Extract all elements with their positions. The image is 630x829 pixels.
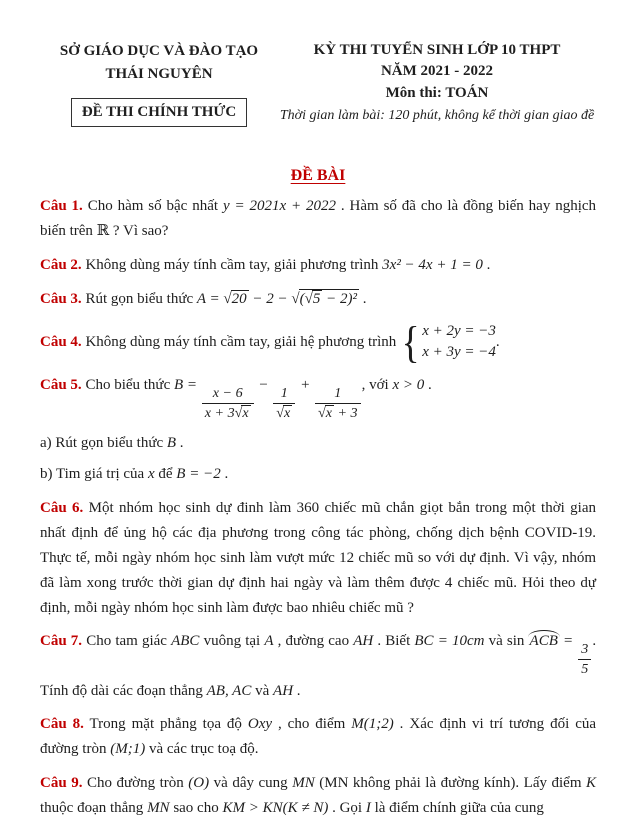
sqrt-expression bbox=[305, 290, 323, 308]
text-run: Cho hàm số bậc nhất bbox=[87, 198, 219, 214]
question-label: Câu 2. bbox=[40, 256, 82, 273]
text-run: và dây cung bbox=[213, 775, 288, 792]
exam-year-line: NĂM 2021 - 2022 bbox=[380, 63, 494, 80]
text-run: Không dùng máy tính cầm tay, giải hệ phương trình bbox=[85, 333, 397, 350]
numerator: 3 bbox=[578, 641, 591, 660]
sin-function: sin bbox=[506, 633, 525, 650]
denominator: 5 bbox=[581, 661, 589, 678]
question-label: Câu 3. bbox=[40, 290, 82, 307]
sqrt-sign: √ bbox=[234, 405, 243, 421]
document-header bbox=[40, 40, 596, 127]
part-label: a) bbox=[40, 435, 52, 452]
math-run: MN bbox=[292, 775, 315, 792]
text-run: Tính độ dài các đoạn thẳng bbox=[40, 682, 203, 699]
text-run: Cho biểu thức bbox=[85, 377, 171, 394]
math-run: − bbox=[258, 377, 269, 394]
text-run: . bbox=[179, 435, 184, 452]
equation-system bbox=[400, 317, 496, 367]
math-run: ( bbox=[299, 290, 305, 307]
math-run: x + 2y = −3 bbox=[422, 322, 496, 339]
text-run: . bbox=[592, 633, 597, 650]
math-run: + 3 bbox=[337, 405, 358, 421]
question-4 bbox=[40, 317, 596, 367]
numerator: x − 6 bbox=[202, 385, 254, 404]
equations bbox=[422, 321, 496, 365]
radicand bbox=[299, 289, 359, 308]
text-run: . Biết bbox=[377, 633, 411, 650]
math-run: AH bbox=[353, 633, 374, 650]
text-run: , đường cao bbox=[277, 633, 350, 650]
math-run: A = bbox=[196, 290, 220, 307]
fraction bbox=[578, 641, 591, 678]
question-5-part-a bbox=[40, 431, 596, 456]
math-run: − 2)² bbox=[326, 290, 357, 307]
text-run: . Xác định vi trí tương đối của đường tròn bbox=[40, 716, 597, 758]
issuer-line2: THÁI NGUYÊN bbox=[105, 65, 213, 82]
radicand: 5 bbox=[312, 290, 321, 307]
text-run: thuộc đoạn thẳng bbox=[40, 800, 144, 817]
denominator bbox=[202, 404, 254, 422]
fraction bbox=[315, 385, 361, 422]
question-label: Câu 7. bbox=[40, 633, 83, 650]
text-run: . bbox=[362, 290, 367, 307]
question-5 bbox=[40, 373, 596, 422]
exam-subject-line: Môn thi: TOÁN bbox=[385, 84, 489, 101]
angle-arc: ACB bbox=[529, 633, 558, 650]
text-run: Rút gọn biểu thức bbox=[55, 435, 164, 452]
radicand: x bbox=[284, 405, 291, 421]
question-label: Câu 6. bbox=[40, 499, 84, 516]
math-run: B bbox=[166, 435, 177, 452]
text-run: Một nhóm học sinh dự đinh làm 360 chiếc mũ chắn giọt bắn trong một thời gian nhất định để ủng hộ các địa phương trong công tác phòng, chống dịch bệnh COVID-19. Thực tế, mỗi ngày nhóm học sinh làm vượt mức 12 chiếc mũ so với dự định. Vì vậy, nhóm đã làm xong trước thời gian dự định hai ngày và làm thêm được 4 chiếc mũ. Hỏi theo dự định, mỗi ngày nhóm học sinh làm được bao nhiêu chiếc mũ ? bbox=[40, 499, 596, 616]
text-run: . Hàm số đã cho là đồng biến hay nghịch biến trên bbox=[40, 198, 597, 239]
text-run: . Gọi bbox=[332, 800, 363, 817]
math-run: 3x² − 4x + 1 = 0 bbox=[382, 256, 483, 273]
section-title bbox=[40, 167, 596, 185]
system-brace: { bbox=[401, 317, 420, 367]
math-run: KM > KN(K ≠ N) bbox=[222, 800, 329, 817]
sqrt-sign: √ bbox=[276, 405, 285, 421]
text-run: vuông tại bbox=[203, 633, 261, 650]
text-run: (MN không phải là đường kính). Lấy điểm bbox=[319, 775, 582, 792]
text-run: Không dùng máy tính cầm tay, giải phương trình bbox=[85, 256, 379, 273]
text-run: Cho đường tròn bbox=[86, 775, 184, 792]
text-run: ? Vì sao? bbox=[112, 222, 169, 239]
math-run: BC = 10cm bbox=[414, 633, 485, 650]
text-run: . bbox=[427, 377, 432, 394]
question-7 bbox=[40, 629, 596, 703]
sqrt-expression bbox=[291, 289, 359, 308]
math-run: = bbox=[563, 633, 574, 650]
denominator bbox=[315, 404, 361, 422]
text-run: và các trục toạ độ. bbox=[148, 741, 259, 758]
math-run: (M;1) bbox=[110, 741, 146, 758]
issuer-line1: SỞ GIÁO DỤC VÀ ĐÀO TẠO bbox=[59, 43, 259, 59]
math-run: − 2 − bbox=[252, 290, 288, 307]
question-2 bbox=[40, 253, 596, 278]
sqrt-expression bbox=[318, 405, 334, 422]
math-run: x + 3y = −4 bbox=[422, 344, 496, 361]
math-run: ABC bbox=[171, 633, 200, 650]
official-exam-box-wrap bbox=[40, 85, 278, 127]
math-run: x > 0 bbox=[392, 377, 425, 394]
section-title-text: ĐỀ BÀI bbox=[290, 167, 346, 184]
numerator: 1 bbox=[315, 385, 361, 404]
sqrt-sign: √ bbox=[317, 405, 326, 421]
math-run: x + 3 bbox=[204, 405, 235, 421]
exam-title-line: KỲ THI TUYỂN SINH LỚP 10 THPT bbox=[313, 42, 561, 58]
text-run: Rút gọn biểu thức bbox=[85, 290, 194, 307]
math-run: B = bbox=[173, 377, 198, 394]
radicand: x bbox=[325, 405, 332, 421]
issuer-block bbox=[40, 40, 278, 127]
sqrt-sign: √ bbox=[291, 290, 300, 307]
math-run: MN bbox=[147, 800, 170, 817]
text-run: để bbox=[158, 466, 173, 483]
question-6 bbox=[40, 496, 596, 620]
sqrt-expression bbox=[276, 405, 292, 422]
math-run: K bbox=[586, 775, 597, 792]
math-run: AB, AC bbox=[206, 682, 252, 699]
text-run: . bbox=[296, 682, 301, 699]
math-run: AH bbox=[273, 682, 294, 699]
question-label: Câu 1. bbox=[40, 198, 83, 214]
math-run: B = −2 bbox=[176, 466, 221, 483]
text-run: . bbox=[224, 466, 229, 483]
question-5-part-b bbox=[40, 462, 596, 487]
question-label: Câu 5. bbox=[40, 377, 82, 394]
official-exam-box: ĐỀ THI CHÍNH THỨC bbox=[71, 98, 247, 127]
text-run: , với bbox=[361, 377, 389, 394]
exam-info-block bbox=[278, 40, 596, 127]
text-run: , cho điểm bbox=[277, 716, 346, 733]
math-run: (O) bbox=[188, 775, 210, 792]
math-run: ℝ bbox=[96, 222, 110, 239]
exam-duration-line: Thời gian làm bài: 120 phút, không kể thời gian giao đề bbox=[279, 107, 595, 123]
sqrt-sign: √ bbox=[304, 290, 313, 307]
question-1 bbox=[40, 194, 596, 244]
math-run: Oxy bbox=[247, 716, 273, 733]
question-9 bbox=[40, 771, 596, 821]
text-run: sao cho bbox=[173, 800, 219, 817]
math-run: + bbox=[300, 377, 311, 394]
math-run: M(1;2) bbox=[351, 716, 394, 733]
text-run: Cho tam giác bbox=[86, 633, 167, 650]
question-label: Câu 9. bbox=[40, 775, 83, 792]
text-run: . bbox=[486, 256, 491, 273]
text-run: và bbox=[488, 633, 503, 650]
math-run: I bbox=[365, 800, 371, 817]
denominator bbox=[273, 404, 295, 422]
text-run: Tim giá trị của bbox=[55, 466, 145, 483]
text-run: và bbox=[255, 682, 270, 699]
question-label: Câu 8. bbox=[40, 716, 84, 733]
question-8 bbox=[40, 712, 596, 762]
text-run: . bbox=[495, 333, 500, 350]
radicand: 20 bbox=[231, 290, 247, 307]
question-3 bbox=[40, 287, 596, 312]
radicand: x bbox=[242, 405, 249, 421]
sqrt-expression bbox=[235, 405, 251, 422]
fraction bbox=[202, 385, 254, 422]
sqrt-sign: √ bbox=[223, 290, 232, 307]
math-run: x bbox=[147, 466, 155, 483]
math-run: A bbox=[264, 633, 274, 650]
text-run: Trong mặt phẳng tọa độ bbox=[89, 716, 242, 733]
text-run: là điểm chính giữa của cung bbox=[374, 800, 544, 817]
numerator: 1 bbox=[273, 385, 295, 404]
part-label: b) bbox=[40, 466, 53, 483]
math-run: y = 2021x + 2022 bbox=[222, 198, 337, 214]
question-label: Câu 4. bbox=[40, 333, 82, 350]
sqrt-expression bbox=[223, 290, 248, 308]
fraction bbox=[273, 385, 295, 422]
